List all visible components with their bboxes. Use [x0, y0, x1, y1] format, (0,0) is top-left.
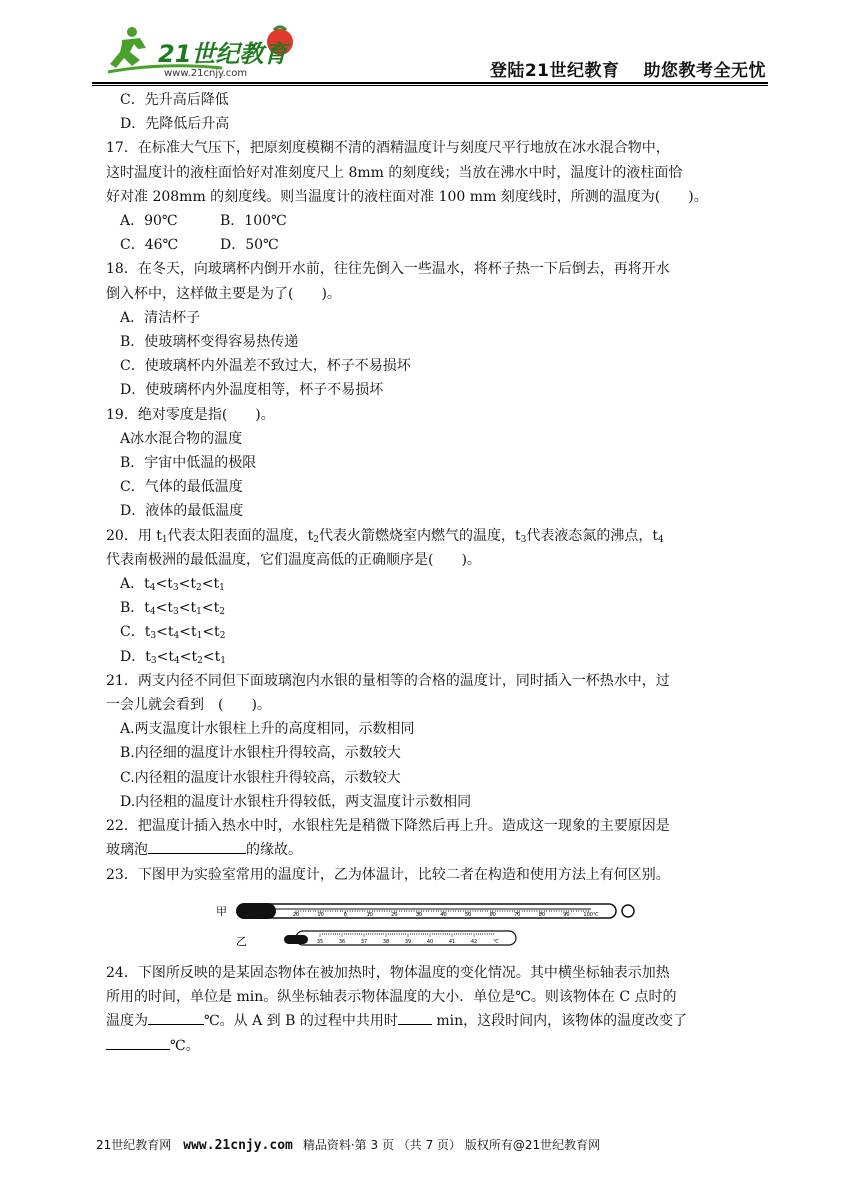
- sub-1: 1: [196, 607, 202, 618]
- logo-text: 21世纪教育: [158, 40, 288, 68]
- lt: <: [178, 576, 191, 593]
- q21-line2: 一会儿就会看到 ( )。: [106, 697, 271, 714]
- tick-label: 90: [563, 912, 570, 918]
- sub-1: 1: [219, 583, 225, 594]
- lt: <: [155, 576, 168, 593]
- q18-line1: 18．在冬天，向玻璃杯内倒开水前，往往先倒入一些温水，将杯子热一下后倒去，再将开水: [106, 261, 670, 278]
- t: t: [213, 600, 220, 617]
- lt: <: [202, 648, 215, 665]
- sub-3: 3: [172, 583, 179, 594]
- body-tick-labels: [317, 939, 499, 945]
- q24-blank-temp-change[interactable]: [106, 1035, 170, 1050]
- tick-label: 40: [426, 939, 434, 945]
- thermometer-figure: [216, 895, 646, 955]
- q20-c-label: C．: [120, 624, 145, 641]
- q20-b-label: B．: [120, 600, 145, 617]
- q24-line2: 所用的时间，单位是 min。纵坐标轴表示物体温度的大小．单位是℃。则该物体在 C 点时的: [106, 989, 677, 1006]
- sub-2: 2: [219, 607, 225, 618]
- q20-text-3: 代表火箭燃烧室内燃气的温度，t: [319, 527, 521, 544]
- q17-options-ab: [106, 209, 761, 233]
- sub-2: 2: [313, 534, 319, 545]
- q17-option-a: A．90℃: [120, 213, 178, 230]
- q20-text-4: 代表液态氮的沸点，t: [526, 527, 659, 544]
- q21-option-a: A.两支温度计水银柱上升的高度相同，示数相同: [120, 721, 415, 738]
- sub-4: 4: [149, 583, 156, 594]
- q24-text-2: ℃。从 A 到 B 的过程中共用时: [204, 1013, 398, 1030]
- q20-option-b: [106, 596, 761, 620]
- q18-option-a: A．清洁杯子: [120, 309, 201, 326]
- q24-line4: [106, 1034, 761, 1058]
- sub-4: 4: [173, 655, 180, 666]
- sub-4: 4: [658, 534, 664, 545]
- label-yi: 乙: [236, 935, 247, 948]
- option-d: D．先降低后升高: [120, 116, 230, 133]
- lt: <: [179, 648, 192, 665]
- lt: <: [201, 576, 214, 593]
- tick-label: 0: [343, 912, 347, 918]
- question-24: [106, 961, 761, 1058]
- q18-line2: 倒入杯中，这样做主要是为了( )。: [106, 285, 341, 302]
- lab-ring: [622, 905, 634, 917]
- question-body: [106, 88, 761, 887]
- q21-line1: 21．两支内径不同但下面玻璃泡内水银的量相等的合格的温度计，同时插入一杯热水中，过: [106, 672, 670, 689]
- q17-line3: 好对准 208mm 的刻度线。则当温度计的液柱面对准 100 mm 刻度线时，所测的温度为( )。: [106, 188, 708, 205]
- q22-line2: [106, 838, 761, 862]
- lt: <: [156, 624, 168, 641]
- q20-option-a: [106, 572, 761, 596]
- header-divider: [92, 82, 768, 84]
- lt: <: [156, 648, 169, 665]
- q24-text-4: ℃。: [170, 1037, 200, 1054]
- t: t: [191, 648, 198, 665]
- t: t: [214, 648, 221, 665]
- tick-label: 41: [448, 939, 456, 945]
- q19-line: 19．绝对零度是指( )。: [106, 406, 275, 423]
- tick-label: 40: [440, 912, 447, 918]
- tick-label: 60: [489, 912, 496, 918]
- q20-d-label: D．: [120, 648, 146, 665]
- q21-option-d: D.内径粗的温度计水银柱升得较低，两支温度计示数相同: [120, 793, 472, 810]
- q20-line1: [106, 524, 761, 548]
- sub-1: 1: [220, 655, 226, 666]
- q22-answer-blank[interactable]: [148, 839, 246, 854]
- q17-option-b: B．100℃: [220, 213, 287, 230]
- sub-1: 1: [161, 534, 168, 545]
- t: t: [167, 624, 174, 641]
- q17-line2: 这时温度计的液柱面恰好对准刻度尺上 8mm 的刻度线；当放在沸水中时，温度计的液柱面恰: [106, 164, 683, 181]
- label-jia: 甲: [216, 905, 227, 918]
- tick-label: 10: [317, 912, 324, 918]
- q19-option-d: D．液体的最低温度: [120, 503, 244, 520]
- tick-label: 37: [360, 939, 368, 945]
- tick-label: 10: [366, 912, 373, 918]
- tick-label: 35: [316, 939, 324, 945]
- q24-text-3: min，这段时间内，该物体的温度改变了: [431, 1013, 688, 1030]
- tick-label: 20: [292, 912, 300, 918]
- header-motto: 助您教考全无忧: [643, 61, 766, 81]
- q20-text-1: 20．用 t: [106, 527, 162, 544]
- sub-4: 4: [149, 607, 156, 618]
- q24-line3: [106, 1009, 761, 1033]
- q18-option-d: D．使玻璃杯内外温度相等，杯子不易损坏: [120, 382, 384, 399]
- sub-3: 3: [173, 607, 179, 618]
- footer-url[interactable]: www.21cnjy.com: [183, 1138, 293, 1153]
- t: t: [145, 648, 151, 665]
- tick-label: 38: [382, 939, 390, 945]
- lt: <: [179, 624, 191, 641]
- q24-blank-c-temp[interactable]: [148, 1010, 204, 1025]
- t: t: [190, 600, 197, 617]
- sub-4: 4: [173, 631, 180, 642]
- sub-2: 2: [219, 631, 226, 642]
- header-login-text: 登陆21世纪教育: [489, 61, 620, 81]
- tick-label: 36: [338, 939, 346, 945]
- tick-label: ℃: [493, 939, 499, 945]
- sub-2: 2: [195, 583, 202, 594]
- page-header: [92, 18, 768, 80]
- tick-label: 70: [514, 912, 521, 918]
- t: t: [144, 600, 150, 617]
- lt: <: [178, 600, 191, 617]
- q19-option-b: B．宇宙中低温的极限: [120, 455, 257, 472]
- lt: <: [202, 624, 215, 641]
- t: t: [214, 624, 220, 641]
- lab-tick-labels: [293, 912, 599, 918]
- q23-line: 23．下图甲为实验室常用的温度计，乙为体温计，比较二者在构造和使用方法上有何区别。: [106, 866, 670, 883]
- t: t: [144, 576, 150, 593]
- q22-line1: 22．把温度计插入热水中时，水银柱先是稍微下降然后再上升。造成这一现象的主要原因是: [106, 818, 670, 835]
- lt: <: [201, 600, 214, 617]
- lt: <: [155, 600, 168, 617]
- sub-3: 3: [520, 534, 527, 545]
- q21-option-b: B.内径细的温度计水银柱升得较高，示数较大: [120, 745, 401, 762]
- header-divider-thin: [92, 85, 768, 86]
- t: t: [144, 624, 151, 641]
- q18-option-c: C．使玻璃杯内外温差不致过大，杯子不易损坏: [120, 358, 411, 375]
- sub-3: 3: [150, 655, 157, 666]
- q20-option-c: [106, 620, 761, 644]
- body-tick-marks: [320, 933, 494, 937]
- q18-option-b: B．使玻璃杯变得容易热传递: [120, 334, 299, 351]
- q24-line1: 24．下图所反映的是某固态物体在被加热时，物体温度的变化情况。其中横坐标轴表示加热: [106, 965, 670, 981]
- q20-a-label: A．: [120, 576, 145, 593]
- tick-label: 20: [391, 912, 398, 918]
- sub-1: 1: [196, 631, 203, 642]
- tick-label: 39: [404, 939, 412, 945]
- t: t: [167, 576, 173, 593]
- q17-option-c: C．46℃: [120, 237, 179, 254]
- q17-line1: 17．在标准大气压下，把原刻度模糊不清的酒精温度计与刻度尺平行地放在冰水混合物中，: [106, 140, 670, 157]
- q24-text-1: 温度为: [106, 1013, 148, 1030]
- t: t: [168, 648, 174, 665]
- q20-option-d: [106, 645, 761, 669]
- q20-line2: 代表南极洲的最低温度，它们温度高低的正确顺序是( )。: [106, 551, 481, 568]
- t: t: [190, 624, 197, 641]
- page-footer: [96, 1136, 600, 1153]
- tick-label: 42: [470, 939, 478, 945]
- q17-option-d: D．50℃: [220, 237, 279, 254]
- q21-option-c: C.内径粗的温度计水银柱升得较高，示数较大: [120, 769, 401, 786]
- q19-option-a: A冰水混合物的温度: [120, 430, 243, 447]
- q24-blank-time[interactable]: [398, 1010, 432, 1025]
- option-c: C．先升高后降低: [120, 92, 229, 108]
- logo-url: www.21cnjy.com: [164, 68, 248, 79]
- q22-text-1: 玻璃泡: [106, 842, 148, 859]
- footer-text: 精品资料·第 3 页 （共 7 页） 版权所有@21世纪教育网: [302, 1138, 601, 1152]
- t: t: [190, 576, 196, 593]
- tick-label: 30: [415, 912, 423, 918]
- t: t: [213, 576, 220, 593]
- sub-3: 3: [150, 631, 157, 642]
- q17-options-cd: [106, 233, 761, 257]
- logo-21cnjy: [102, 22, 302, 80]
- header-slogan: [466, 56, 766, 81]
- q20-text-2: 代表太阳表面的温度，t: [167, 527, 314, 544]
- q19-option-c: C．气体的最低温度: [120, 479, 243, 496]
- sub-2: 2: [197, 655, 203, 666]
- q22-text-2: 的缘故。: [246, 842, 302, 859]
- tick-label: 50: [464, 912, 472, 918]
- footer-site: 21世纪教育网: [96, 1138, 172, 1152]
- tick-label: 100℃: [583, 912, 599, 918]
- tick-label: 80: [538, 912, 546, 918]
- t: t: [167, 600, 174, 617]
